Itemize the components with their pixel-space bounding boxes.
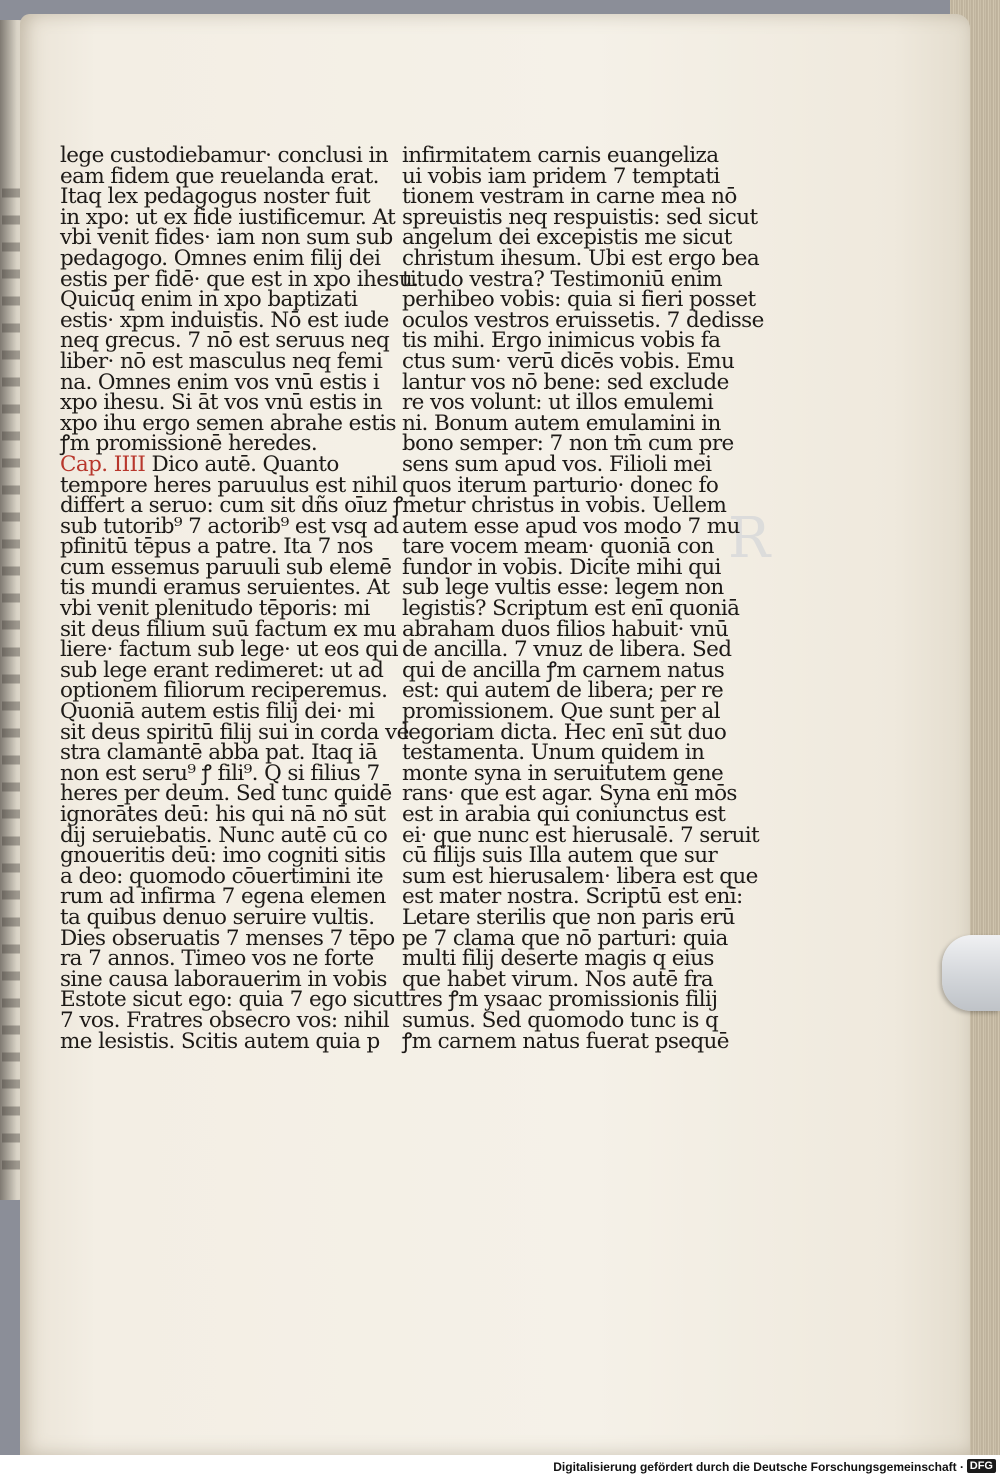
text-line: cū filijs suis Illa autem que sur xyxy=(402,843,718,869)
text-line: sens sum apud vos. Filioli mei xyxy=(402,451,712,477)
text-line: dij seruiebatis. Nunc autē cū co xyxy=(60,822,388,848)
text-line: sub lege vultis esse: legem non xyxy=(402,575,724,601)
text-line: promissionem. Que sunt per al xyxy=(402,699,720,725)
text-line: monte syna in seruitutem gene xyxy=(402,760,724,786)
chapter-line-text: Dico autē. Quanto xyxy=(145,451,339,477)
text-line: sub tutorib⁹ 7 actorib⁹ est vsq ad xyxy=(60,513,399,539)
dfg-logo: DFG xyxy=(967,1459,996,1473)
text-line: Letare sterilis que non paris erū xyxy=(402,904,735,930)
text-line: Estote sicut ego: quia 7 ego sicut xyxy=(60,987,403,1013)
text-line: vbi venit fides· iam non sum sub xyxy=(60,225,393,251)
faint-bleedthrough-mark: R xyxy=(728,506,771,571)
text-line: neq grecus. 7 nō est seruus neq xyxy=(60,328,390,354)
text-line: ta quibus denuo seruire vultis. xyxy=(60,904,375,930)
text-line: tempore heres paruulus est nihil xyxy=(60,472,398,498)
text-line: ꝭm promissionē heredes. xyxy=(60,431,318,457)
footer-bar xyxy=(0,1455,1000,1481)
text-line: ui vobis iam pridem 7 temptati xyxy=(402,163,720,189)
text-line: legistis? Scriptum est enī quoniā xyxy=(402,596,740,622)
text-column-left xyxy=(60,143,419,1054)
text-line: spreuistis neq respuistis: sed sicut xyxy=(402,204,758,230)
text-line: oculos vestros eruissetis. 7 dedisse xyxy=(402,307,764,333)
text-line: ei· que nunc est hierusalē. 7 seruit xyxy=(402,822,760,848)
text-line: est mater nostra. Scriptū est enī: xyxy=(402,884,743,910)
text-line: in xpo: ut ex fide iustificemur. At xyxy=(60,204,396,230)
text-line: quos iterum parturio· donec fo xyxy=(402,472,719,498)
text-line: cum essemus paruuli sub elemē xyxy=(60,554,392,580)
chapter-rubric: Cap. IIII xyxy=(60,451,146,477)
text-line: tres ꝭm ysaac promissionis filij xyxy=(402,987,718,1013)
text-line: estis per fidē· que est in xpo ihesu. xyxy=(60,266,419,292)
text-line: infirmitatem carnis euangeliza xyxy=(402,143,719,168)
text-line: pfinitū tēpus a patre. Ita 7 nos xyxy=(60,534,373,560)
text-line: re vos volunt: ut illos emulemi xyxy=(402,390,714,416)
text-line: autem esse apud vos modo 7 mu xyxy=(402,513,740,539)
text-line: que habet virum. Nos autē fra xyxy=(402,966,714,992)
text-line: Quicūq enim in xpo baptizati xyxy=(60,287,358,313)
text-line: optionem filiorum reciperemus. xyxy=(60,678,388,704)
text-line: stra clamantē abba pat. Itaq iā xyxy=(60,740,378,766)
text-line: ꝭm carnem natus fuerat psequē xyxy=(402,1028,729,1054)
text-line: sine causa laborauerim in vobis xyxy=(60,966,387,992)
text-line: Itaq lex pedagogus noster fuit xyxy=(60,184,370,210)
text-line: sub lege erant redimeret: ut ad xyxy=(60,657,384,683)
text-line: rans· que est agar. Syna enī mōs xyxy=(402,781,737,807)
text-line: gnoueritis deū: imo cogniti sitis xyxy=(60,843,386,869)
text-line: tionem vestram in carne mea nō xyxy=(402,184,737,210)
text-column-right xyxy=(402,143,764,1054)
text-line: sum est hierusalem· libera est que xyxy=(402,863,758,889)
text-line: xpo ihu ergo semen abrahe estis xyxy=(60,410,396,436)
text-line: perhibeo vobis: quia si fieri posset xyxy=(402,287,756,313)
text-line: est in arabia qui coniunctus est xyxy=(402,802,726,827)
text-line: differt a seruo: cum sit dñs oīuz ꝭ xyxy=(60,493,403,519)
text-line: heres per deum. Sed tunc quidē xyxy=(60,781,392,807)
text-line: sit deus filium suū factum ex mu xyxy=(60,616,397,642)
text-line: lege custodiebamur· conclusi in xyxy=(60,143,389,168)
text-line: metur christus in vobis. Uellem xyxy=(402,493,727,519)
text-line: liere· factum sub lege· ut eos qui xyxy=(60,637,398,663)
text-line: non est seru⁹ ꝭ fili⁹. Q si filius 7 xyxy=(60,760,380,786)
text-line: est: qui autem de libera; per re xyxy=(402,678,724,704)
text-line: pe 7 clama que nō parturi: quia xyxy=(402,925,728,951)
text-line: tis mihi. Ergo inimicus vobis fa xyxy=(402,328,721,354)
text-line: sit deus spiritū filij sui in corda ve xyxy=(60,719,409,745)
text-line: ni. Bonum autem emulamini in xyxy=(402,410,721,436)
text-line: Quoniā autem estis filij dei· mi xyxy=(60,699,375,725)
text-line: sumus. Sed quomodo tunc is q xyxy=(402,1007,719,1033)
text-line: abraham duos filios habuit· vnū xyxy=(402,616,729,642)
text-line: bono semper: 7 non tm̄ cum pre xyxy=(402,431,734,457)
text-line: estis· xpm induistis. Nō est iude xyxy=(60,307,389,333)
text-line: xpo ihesu. Si āt vos vnū estis in xyxy=(60,390,383,416)
text-line: ra 7 annos. Timeo vos ne forte xyxy=(60,946,374,972)
text-line: tare vocem meam· quoniā con xyxy=(402,534,714,560)
text-line: de ancilla. 7 vnuz de libera. Sed xyxy=(402,637,732,663)
text-line: qui de ancilla ꝭm carnem natus xyxy=(402,657,725,683)
footer-credit: Digitalisierung gefördert durch die Deutsche Forschungsgemeinschaft · xyxy=(553,1460,964,1474)
text-line: a deo: quomodo cōuertimini ite xyxy=(60,863,383,889)
text-line: eam fidem que reuelanda erat. xyxy=(60,163,379,189)
text-line: multi filij deserte magis q eius xyxy=(402,946,714,972)
text-line: tis mundi eramus seruientes. At xyxy=(60,575,390,601)
text-line: ctus sum· verū dicēs vobis. Emu xyxy=(402,348,735,374)
page-clip xyxy=(942,935,1000,1011)
text-line: fundor in vobis. Dicite mihi qui xyxy=(402,554,721,580)
text-line: angelum dei excepistis me sicut xyxy=(402,225,732,251)
text-line: ignorātes deū: his qui nā nō sūt xyxy=(60,802,386,827)
text-line: titudo vestra? Testimoniū enim xyxy=(402,266,723,292)
text-line: Dies obseruatis 7 menses 7 tēpo xyxy=(60,925,395,951)
text-line: testamenta. Unum quidem in xyxy=(402,740,705,766)
text-line: na. Omnes enim vos vnū estis i xyxy=(60,369,380,395)
text-line: rum ad infirma 7 egena elemen xyxy=(60,884,386,910)
text-line: legoriam dicta. Hec enī sūt duo xyxy=(402,719,727,745)
text-line: pedagogo. Omnes enim filij dei xyxy=(60,245,381,271)
text-line: 7 vos. Fratres obsecro vos: nihil xyxy=(60,1007,390,1033)
text-line: me lesistis. Scitis autem quia p xyxy=(60,1028,380,1054)
text-line: liber· nō est masculus neq femi xyxy=(60,348,383,374)
text-line: christum ihesum. Ubi est ergo bea xyxy=(402,245,760,271)
text-line: lantur vos nō bene: sed exclude xyxy=(402,369,729,395)
text-line: vbi venit plenitudo tēporis: mi xyxy=(60,596,370,622)
